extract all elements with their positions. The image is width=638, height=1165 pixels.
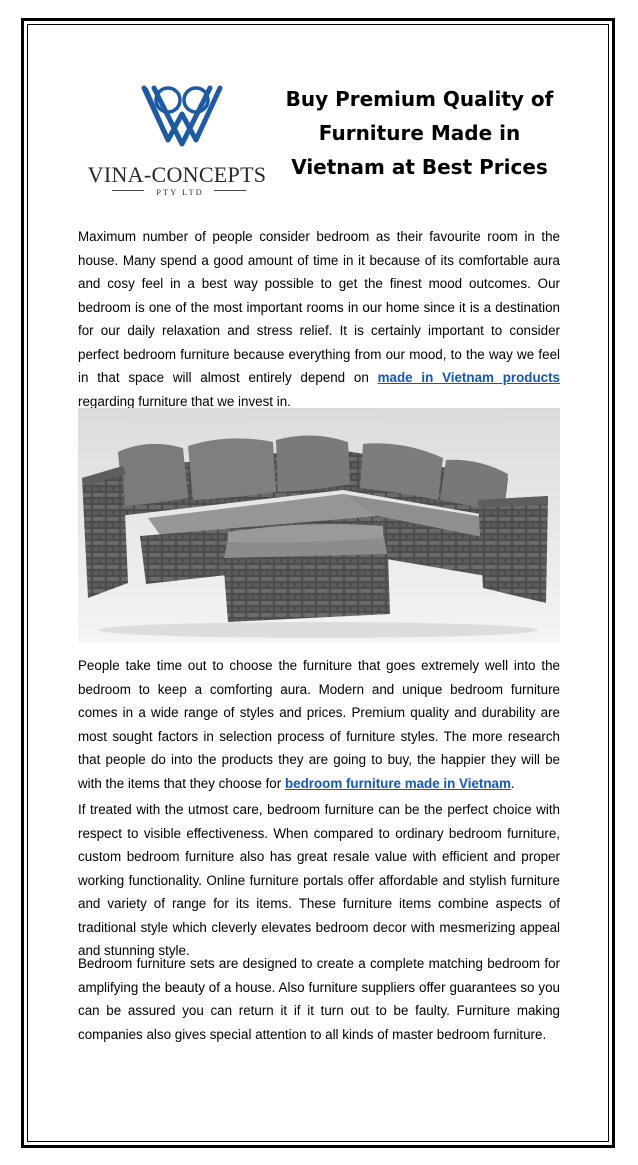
made-in-vietnam-products-link[interactable]: made in Vietnam products bbox=[377, 370, 560, 385]
title-line-1: Buy Premium Quality of bbox=[285, 87, 554, 111]
paragraph-sets-text: Bedroom furniture sets are designed to create a complete matching bedroom for amplifying the beauty of a house. Also furniture suppliers offer guarantees so you can be assured you can return it if it turn out to be faulty. Furniture making companies also gives special attention to all kinds of master bedroom furniture. bbox=[78, 956, 560, 1042]
paragraph-care bbox=[78, 798, 560, 963]
page-title bbox=[278, 82, 561, 184]
logo-subtitle-wrap bbox=[152, 186, 208, 198]
paragraph-research bbox=[78, 654, 560, 795]
logo-rule-right bbox=[214, 190, 246, 191]
logo-wordmark: VINA-CONCEPTS bbox=[87, 162, 267, 187]
bedroom-furniture-made-in-vietnam-link[interactable]: bedroom furniture made in Vietnam bbox=[284, 775, 511, 791]
paragraph-intro-after: regarding furniture that we invest in. bbox=[78, 393, 291, 409]
paragraph-sets bbox=[78, 952, 560, 1046]
paragraph-research-after: . bbox=[510, 775, 515, 791]
logo-rule-left bbox=[112, 190, 144, 191]
logo-subtitle: PTY LTD bbox=[156, 187, 204, 197]
title-line-2: Furniture Made in bbox=[318, 121, 521, 145]
sofa-photo bbox=[78, 408, 560, 642]
paragraph-intro-text: Maximum number of people consider bedroom as their favourite room in the house. Many spend a good amount of time in it because of its comfortable aura and cosy feel in a best way possible to get the finest mood outcomes. Our bedroom is one of the most important rooms in our home since it is a destination for our daily relaxation and stress relief. It is certainly important to consider perfect bedroom furniture because everything from our mood, to the way we feel in that space will almost entirely depend on bbox=[78, 229, 560, 385]
paragraph-intro bbox=[78, 225, 560, 413]
paragraph-care-text: If treated with the utmost care, bedroom furniture can be the perfect choice with respect to visible effectiveness. When compared to ordinary bedroom furniture, custom bedroom furniture also has great resale value with efficient and proper working functionality. Online furniture portals offer affordable and stylish furniture and variety of range for its items. These furniture items combine aspects of traditional style which cleverly elevates bedroom decor with mesmerizing appeal and stunning style. bbox=[78, 802, 560, 958]
paragraph-research-text: People take time out to choose the furniture that goes extremely well into the bedroom to keep a comforting aura. Modern and unique bedroom furniture comes in a wide range of styles and prices. Premium quality and durability are most sought factors in selection process of furniture styles. The more research that people do into the products they are going to buy, the happier they will be with the items that they choose for bbox=[78, 658, 560, 791]
title-line-3: Vietnam at Best Prices bbox=[291, 155, 548, 179]
